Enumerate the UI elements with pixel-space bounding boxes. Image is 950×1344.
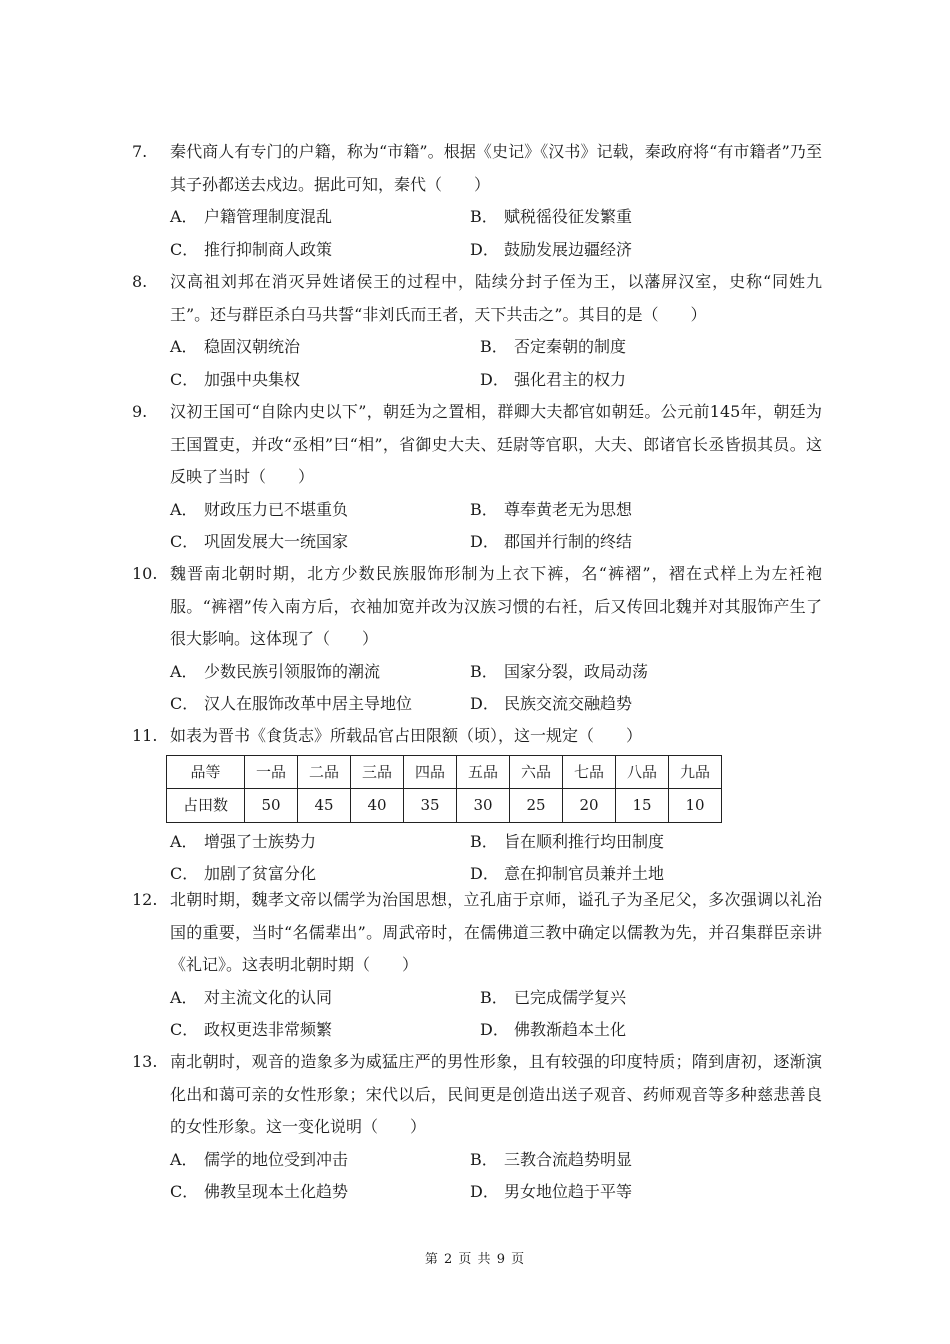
option-c[interactable]: C． 汉人在服饰改革中居主导地位 (170, 694, 413, 713)
option-a[interactable]: A． 儒学的地位受到冲击 (170, 1149, 349, 1169)
option-d[interactable]: D． 男女地位趋于平等 (470, 1182, 633, 1201)
option-c[interactable]: C． 佛教呈现本土化趋势 (170, 1182, 349, 1201)
table-cell: 六品 (510, 755, 563, 789)
table-cell: 10 (669, 789, 722, 823)
options (170, 494, 822, 559)
option-d[interactable]: D． 鼓励发展边疆经济 (470, 239, 633, 259)
question-number: 13. (132, 1052, 158, 1071)
options (170, 656, 822, 721)
table-cell: 30 (457, 789, 510, 823)
table-cell: 20 (563, 789, 616, 823)
question-stem: 魏晋南北朝时期，北方少数民族服饰形制为上衣下裤，名“裤褶”，褶在式样上为左衽袍服。“裤褶”传入南方后，衣袖加宽并改为汉族习惯的右衽，后又传回北魏并对其服饰产生了很大影响。这体现了（ ） (170, 564, 822, 648)
table-cell: 45 (298, 789, 351, 823)
table-cell: 占田数 (167, 789, 245, 823)
option-b[interactable]: B． 赋税徭役征发繁重 (470, 207, 633, 226)
option-c[interactable]: C． 推行抑制商人政策 (170, 239, 333, 259)
option-c[interactable]: C． 加强中央集权 (170, 369, 301, 389)
options (170, 331, 822, 396)
question-number: 8. (132, 272, 148, 291)
question-number: 11. (132, 726, 158, 745)
option-b[interactable]: B． 已完成儒学复兴 (480, 987, 627, 1007)
question-number: 7. (132, 142, 148, 161)
option-a[interactable]: A． 稳固汉朝统治 (170, 337, 301, 356)
table-cell: 一品 (245, 755, 298, 789)
options (170, 826, 822, 891)
table-cell: 四品 (404, 755, 457, 789)
question-stem: 北朝时期，魏孝文帝以儒学为治国思想，立孔庙于京师，谥孔子为圣尼父，多次强调以礼治国的重要，当时“名儒辈出”。周武帝时，在儒佛道三教中确定以儒教为先，并召集群臣亲讲《礼记》。这表明北朝时期（ ） (170, 890, 822, 974)
table-cell: 五品 (457, 755, 510, 789)
table-cell: 15 (616, 789, 669, 823)
question-stem: 南北朝时，观音的造象多为威猛庄严的男性形象，且有较强的印度特质；隋到唐初，逐渐演化出和蔼可亲的女性形象；宋代以后，民间更是创造出送子观音、药师观音等多种慈悲善良的女性形象。这一变化说明（ ） (170, 1052, 822, 1136)
option-d[interactable]: D． 意在抑制官员兼并土地 (470, 864, 665, 883)
question-stem: 汉高祖刘邦在消灭异姓诸侯王的过程中，陆续分封子侄为王，以藩屏汉室，史称“同姓九王”。还与群臣杀白马共誓“非刘氏而王者，天下共击之”。其目的是（ ） (170, 272, 822, 324)
question-9 (132, 396, 822, 559)
question-number: 12. (132, 890, 158, 909)
option-d[interactable]: D． 郡国并行制的终结 (470, 532, 633, 551)
option-c[interactable]: C． 加剧了贫富分化 (170, 864, 317, 883)
option-b[interactable]: B． 旨在顺利推行均田制度 (470, 831, 665, 851)
question-7 (132, 136, 822, 266)
option-b[interactable]: B． 国家分裂，政局动荡 (470, 661, 649, 681)
question-stem: 如表为晋书《食货志》所载品官占田限额（顷），这一规定（ ） (170, 726, 643, 745)
option-a[interactable]: A． 对主流文化的认同 (170, 987, 333, 1007)
table-cell: 七品 (563, 755, 616, 789)
option-d[interactable]: D． 强化君主的权力 (480, 369, 627, 389)
table-cell: 35 (404, 789, 457, 823)
options (170, 1144, 822, 1209)
table-cell: 40 (351, 789, 404, 823)
table-cell: 品等 (167, 755, 245, 789)
table-header-row (167, 755, 722, 789)
option-a[interactable]: A． 增强了士族势力 (170, 831, 317, 851)
option-c[interactable]: C． 政权更迭非常频繁 (170, 1020, 333, 1039)
table-row (167, 789, 722, 823)
question-stem: 汉初王国可“自除内史以下”，朝廷为之置相，群卿大夫都官如朝廷。公元前145年，朝廷为王国置吏，并改“丞相”曰“相”，省御史大夫、廷尉等官职，大夫、郎诸官长丞皆损其员。这反映了当时（ ） (170, 402, 822, 486)
option-a[interactable]: A． 少数民族引领服饰的潮流 (170, 661, 381, 681)
table-cell: 二品 (298, 755, 351, 789)
table-cell: 50 (245, 789, 298, 823)
question-stem: 秦代商人有专门的户籍，称为“市籍”。根据《史记》《汉书》记载，秦政府将“有市籍者”乃至其子孙都送去戍边。据此可知，秦代（ ） (170, 142, 822, 194)
question-number: 10. (132, 564, 158, 583)
options (170, 982, 822, 1047)
question-11 (132, 720, 822, 891)
question-number: 9. (132, 402, 148, 421)
option-a[interactable]: A． 财政压力已不堪重负 (170, 499, 349, 519)
question-12 (132, 884, 822, 1047)
option-a[interactable]: A． 户籍管理制度混乱 (170, 207, 333, 226)
table-cell: 八品 (616, 755, 669, 789)
option-b[interactable]: B． 三教合流趋势明显 (470, 1149, 633, 1169)
question-8 (132, 266, 822, 396)
options (170, 201, 822, 266)
option-c[interactable]: C． 巩固发展大一统国家 (170, 532, 349, 551)
option-b[interactable]: B． 尊奉黄老无为思想 (470, 499, 633, 519)
question-10 (132, 558, 822, 721)
option-b[interactable]: B． 否定秦朝的制度 (480, 337, 627, 356)
table-cell: 25 (510, 789, 563, 823)
land-quota-table (166, 755, 722, 823)
option-d[interactable]: D． 佛教渐趋本土化 (480, 1020, 627, 1039)
question-13 (132, 1046, 822, 1209)
table-cell: 三品 (351, 755, 404, 789)
page-footer: 第 2 页 共 9 页 (424, 1252, 526, 1267)
table-cell: 九品 (669, 755, 722, 789)
option-d[interactable]: D． 民族交流交融趋势 (470, 694, 633, 713)
